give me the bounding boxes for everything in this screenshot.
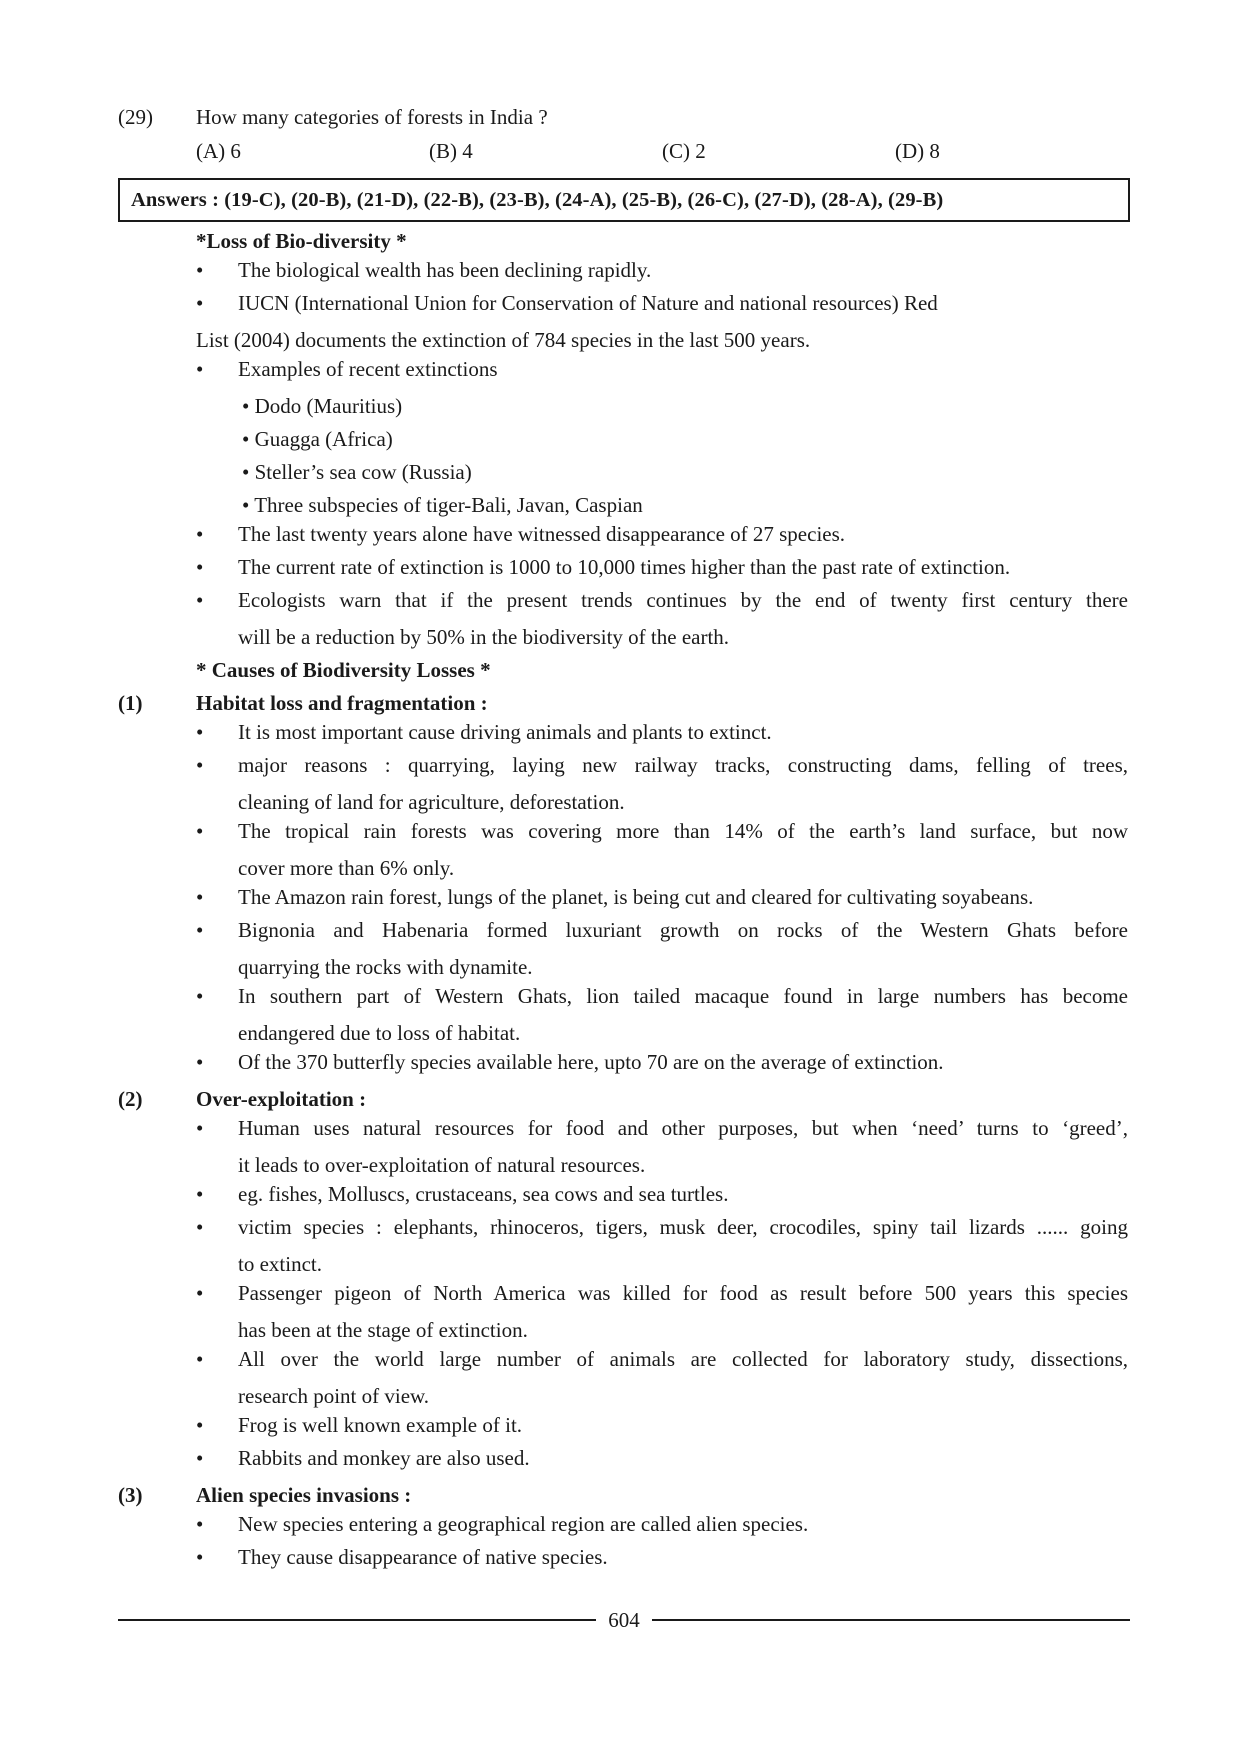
bullet-icon: • [196, 1116, 204, 1140]
bullet-icon: • [196, 1545, 204, 1569]
section-habitat-loss: (1) Habitat loss and fragmentation : [118, 691, 488, 715]
bullet-icon: • [196, 522, 204, 546]
bullet-icon: • [196, 918, 204, 942]
list-item: • Bignonia and Habenaria formed luxuriant growth on rocks of the Western Ghats before [196, 918, 1128, 942]
list-item: • Rabbits and monkey are also used. [196, 1446, 530, 1470]
list-item: • They cause disappearance of native species. [196, 1545, 608, 1569]
section-over-exploitation: (2) Over-exploitation : [118, 1087, 367, 1111]
list-item-continuation: List (2004) documents the extinction of 784 species in the last 500 years. [196, 327, 811, 352]
list-item: • Examples of recent extinctions [196, 357, 498, 381]
list-item: • It is most important cause driving animals and plants to extinct. [196, 720, 772, 744]
section-alien-species: (3) Alien species invasions : [118, 1483, 412, 1507]
list-item: • Ecologists warn that if the present trends continues by the end of twenty first century there [196, 588, 1128, 612]
option-d: (D) 8 [895, 138, 940, 163]
list-item: • New species entering a geographical region are called alien species. [196, 1512, 809, 1536]
list-item-continuation: to extinct. [238, 1251, 322, 1276]
question-options [118, 134, 1128, 168]
extinct-item: • Three subspecies of tiger-Bali, Javan, Caspian [242, 492, 643, 517]
bullet-icon: • [196, 357, 204, 381]
list-item-continuation: endangered due to loss of habitat. [238, 1020, 521, 1045]
bullet-icon: • [196, 720, 204, 744]
list-item-continuation: cover more than 6% only. [238, 855, 455, 880]
section-title: Alien species invasions : [196, 1483, 412, 1507]
option-b: (B) 4 [429, 138, 473, 163]
loss-heading: *Loss of Bio-diversity * [196, 228, 407, 253]
list-item: • IUCN (International Union for Conservation of Nature and national resources) Red [196, 291, 938, 315]
bullet-icon: • [196, 1050, 204, 1074]
page-footer [118, 1605, 1130, 1635]
bullet-icon: • [196, 1347, 204, 1371]
answers-box [118, 178, 1130, 222]
list-item: • Human uses natural resources for food and other purposes, but when ‘need’ turns to ‘greed’, [196, 1116, 1128, 1140]
list-item-continuation: has been at the stage of extinction. [238, 1317, 528, 1342]
bullet-icon: • [196, 984, 204, 1008]
extinct-item: • Steller’s sea cow (Russia) [242, 459, 472, 484]
list-item-continuation: cleaning of land for agriculture, deforestation. [238, 789, 625, 814]
list-item: • In southern part of Western Ghats, lion tailed macaque found in large numbers has become [196, 984, 1128, 1008]
footer-rule-right [652, 1619, 1130, 1621]
bullet-icon: • [196, 1182, 204, 1206]
list-item-continuation: will be a reduction by 50% in the biodiversity of the earth. [238, 624, 730, 649]
list-item: • All over the world large number of animals are collected for laboratory study, dissections, [196, 1347, 1128, 1371]
bullet-icon: • [196, 1413, 204, 1437]
list-item: • Frog is well known example of it. [196, 1413, 523, 1437]
extinct-item: • Guagga (Africa) [242, 426, 393, 451]
bullet-icon: • [196, 555, 204, 579]
causes-heading: * Causes of Biodiversity Losses * [196, 657, 491, 682]
list-item-continuation: it leads to over-exploitation of natural resources. [238, 1152, 646, 1177]
bullet-icon: • [196, 1512, 204, 1536]
list-item-continuation: quarrying the rocks with dynamite. [238, 954, 533, 979]
list-item: • The biological wealth has been declining rapidly. [196, 258, 652, 282]
list-item: • major reasons : quarrying, laying new railway tracks, constructing dams, felling of trees, [196, 753, 1128, 777]
list-item: • eg. fishes, Molluscs, crustaceans, sea cows and sea turtles. [196, 1182, 729, 1206]
page-content [118, 100, 1128, 1578]
bullet-icon: • [196, 258, 204, 282]
question-number: (29) [118, 104, 153, 129]
list-item: • victim species : elephants, rhinoceros, tigers, musk deer, crocodiles, spiny tail lizards ...... going [196, 1215, 1128, 1239]
bullet-icon: • [196, 753, 204, 777]
extinct-item: • Dodo (Mauritius) [242, 393, 403, 418]
option-c: (C) 2 [662, 138, 706, 163]
bullet-icon: • [196, 1215, 204, 1239]
bullet-icon: • [196, 588, 204, 612]
question-text: How many categories of forests in India ? [196, 104, 548, 129]
list-item: • The Amazon rain forest, lungs of the planet, is being cut and cleared for cultivating soyabeans. [196, 885, 1034, 909]
section-title: Habitat loss and fragmentation : [196, 691, 488, 715]
list-item-continuation: research point of view. [238, 1383, 430, 1408]
bullet-icon: • [196, 819, 204, 843]
list-item: • The current rate of extinction is 1000 to 10,000 times higher than the past rate of extinction. [196, 555, 1011, 579]
answers-text: Answers : (19-C), (20-B), (21-D), (22-B), (23-B), (24-A), (25-B), (26-C), (27-D), (28-A), (29-B) [131, 188, 944, 211]
bullet-icon: • [196, 1281, 204, 1305]
list-item: • The tropical rain forests was covering more than 14% of the earth’s land surface, but now [196, 819, 1128, 843]
section-title: Over-exploitation : [196, 1087, 367, 1111]
bullet-icon: • [196, 1446, 204, 1470]
list-item: • Passenger pigeon of North America was killed for food as result before 500 years this species [196, 1281, 1128, 1305]
list-item: • The last twenty years alone have witnessed disappearance of 27 species. [196, 522, 846, 546]
page-number: 604 [608, 1607, 640, 1632]
question-row [118, 100, 1128, 134]
bullet-icon: • [196, 291, 204, 315]
option-a: (A) 6 [196, 138, 241, 163]
list-item: • Of the 370 butterfly species available here, upto 70 are on the average of extinction. [196, 1050, 944, 1074]
bullet-icon: • [196, 885, 204, 909]
footer-rule-left [118, 1619, 596, 1621]
